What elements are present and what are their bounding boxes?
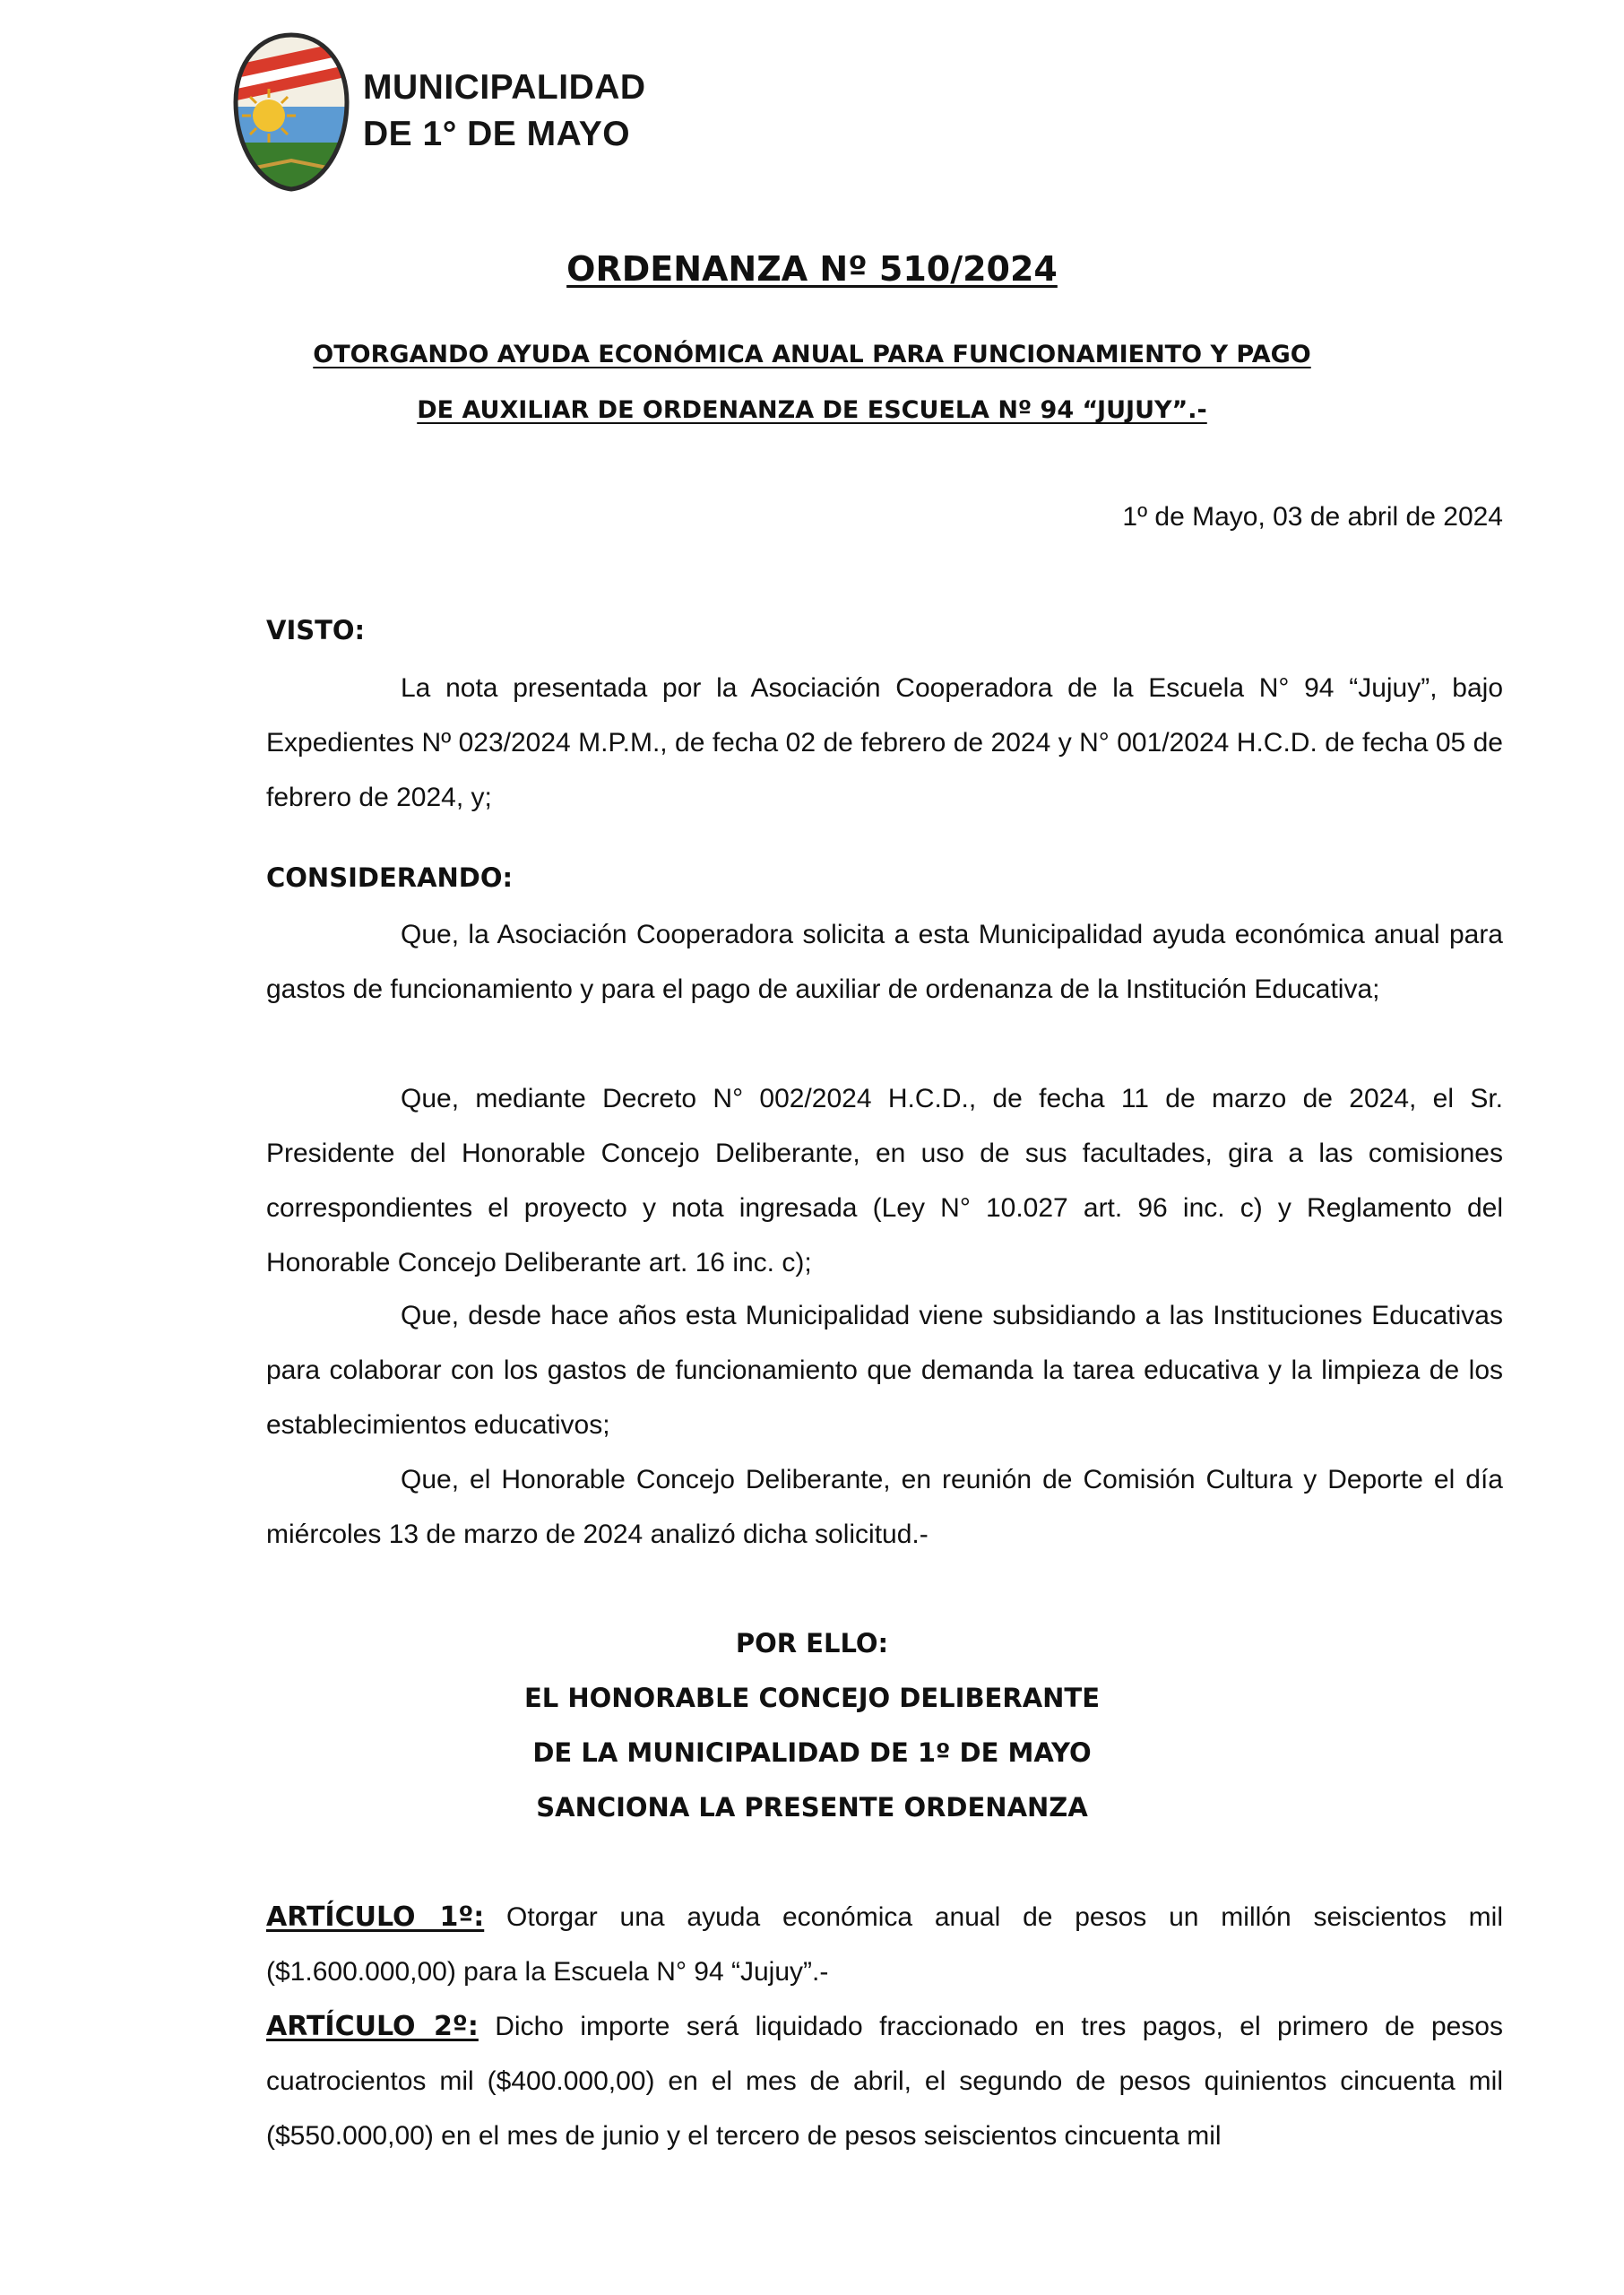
document-title: ORDENANZA Nº 510/2024: [566, 249, 1058, 289]
por-ello-line: POR ELLO:: [735, 1628, 889, 1658]
organization-name-line1: MUNICIPALIDAD: [363, 68, 646, 107]
document-date: 1º de Mayo, 03 de abril de 2024: [1122, 502, 1503, 532]
por-ello-line: EL HONORABLE CONCEJO DELIBERANTE: [523, 1683, 1101, 1713]
considerando-heading: CONSIDERANDO:: [266, 862, 514, 893]
article-2: [266, 1999, 1503, 2163]
organization-name-line2: DE 1° DE MAYO: [363, 115, 631, 153]
article-1: [266, 1890, 1503, 1999]
document-subtitle-line2: DE AUXILIAR DE ORDENANZA DE ESCUELA Nº 94 “JUJUY”.-: [417, 396, 1207, 424]
visto-paragraph: La nota presentada por la Asociación Cooperadora de la Escuela N° 94 “Jujuy”, bajo Expedientes Nº 023/2024 M.P.M., de fecha 02 de febrero de 2024 y N° 001/2024 H.C.D. de fecha 05 de febrero de 2024, y;: [266, 673, 1503, 812]
municipal-seal-icon: [229, 26, 354, 196]
por-ello-line: SANCIONA LA PRESENTE ORDENANZA: [536, 1792, 1088, 1823]
document-subtitle-line1: OTORGANDO AYUDA ECONÓMICA ANUAL PARA FUNCIONAMIENTO Y PAGO: [313, 341, 1311, 368]
por-ello-line: DE LA MUNICIPALIDAD DE 1º DE MAYO: [532, 1737, 1092, 1768]
por-ello-block: [0, 1616, 1624, 1835]
letterhead: [229, 22, 646, 201]
organization-name: [363, 65, 646, 158]
article-2-label: ARTÍCULO 2º:: [266, 2011, 479, 2042]
considerando-paragraph: Que, la Asociación Cooperadora solicita a esta Municipalidad ayuda económica anual para gastos de funcionamiento y para el pago de auxiliar de ordenanza de la Institución Educativa;: [266, 920, 1503, 1004]
article-2-text: Dicho importe será liquidado fraccionado en tres pagos, el primero de pesos cuatrocientos mil ($400.000,00) en el mes de abril, el segundo de pesos quinientos cincuenta mil ($550.000,00) en el mes de junio y el tercero de pesos seiscientos cincuenta mil: [266, 2012, 1503, 2151]
visto-heading: VISTO:: [266, 615, 366, 645]
article-1-label: ARTÍCULO 1º:: [266, 1901, 485, 1933]
considerando-paragraph: Que, mediante Decreto N° 002/2024 H.C.D., de fecha 11 de marzo de 2024, el Sr. Presidente del Honorable Concejo Deliberante, en uso de sus facultades, gira a las comisiones correspondientes el proyecto y nota ingresada (Ley N° 10.027 art. 96 inc. c) y Reglamento del Honorable Concejo Deliberante art. 16 inc. c);: [266, 1084, 1503, 1277]
considerando-paragraph: Que, desde hace años esta Municipalidad viene subsidiando a las Instituciones Educativas para colaborar con los gastos de funcionamiento que demanda la tarea educativa y la limpieza de los establecimientos educativos;: [266, 1301, 1503, 1440]
considerando-paragraph: Que, el Honorable Concejo Deliberante, en reunión de Comisión Cultura y Deporte el día miércoles 13 de marzo de 2024 analizó dicha solicitud.-: [266, 1465, 1503, 1549]
article-1-text: Otorgar una ayuda económica anual de pesos un millón seiscientos mil ($1.600.000,00) para la Escuela N° 94 “Jujuy”.-: [266, 1902, 1503, 1987]
